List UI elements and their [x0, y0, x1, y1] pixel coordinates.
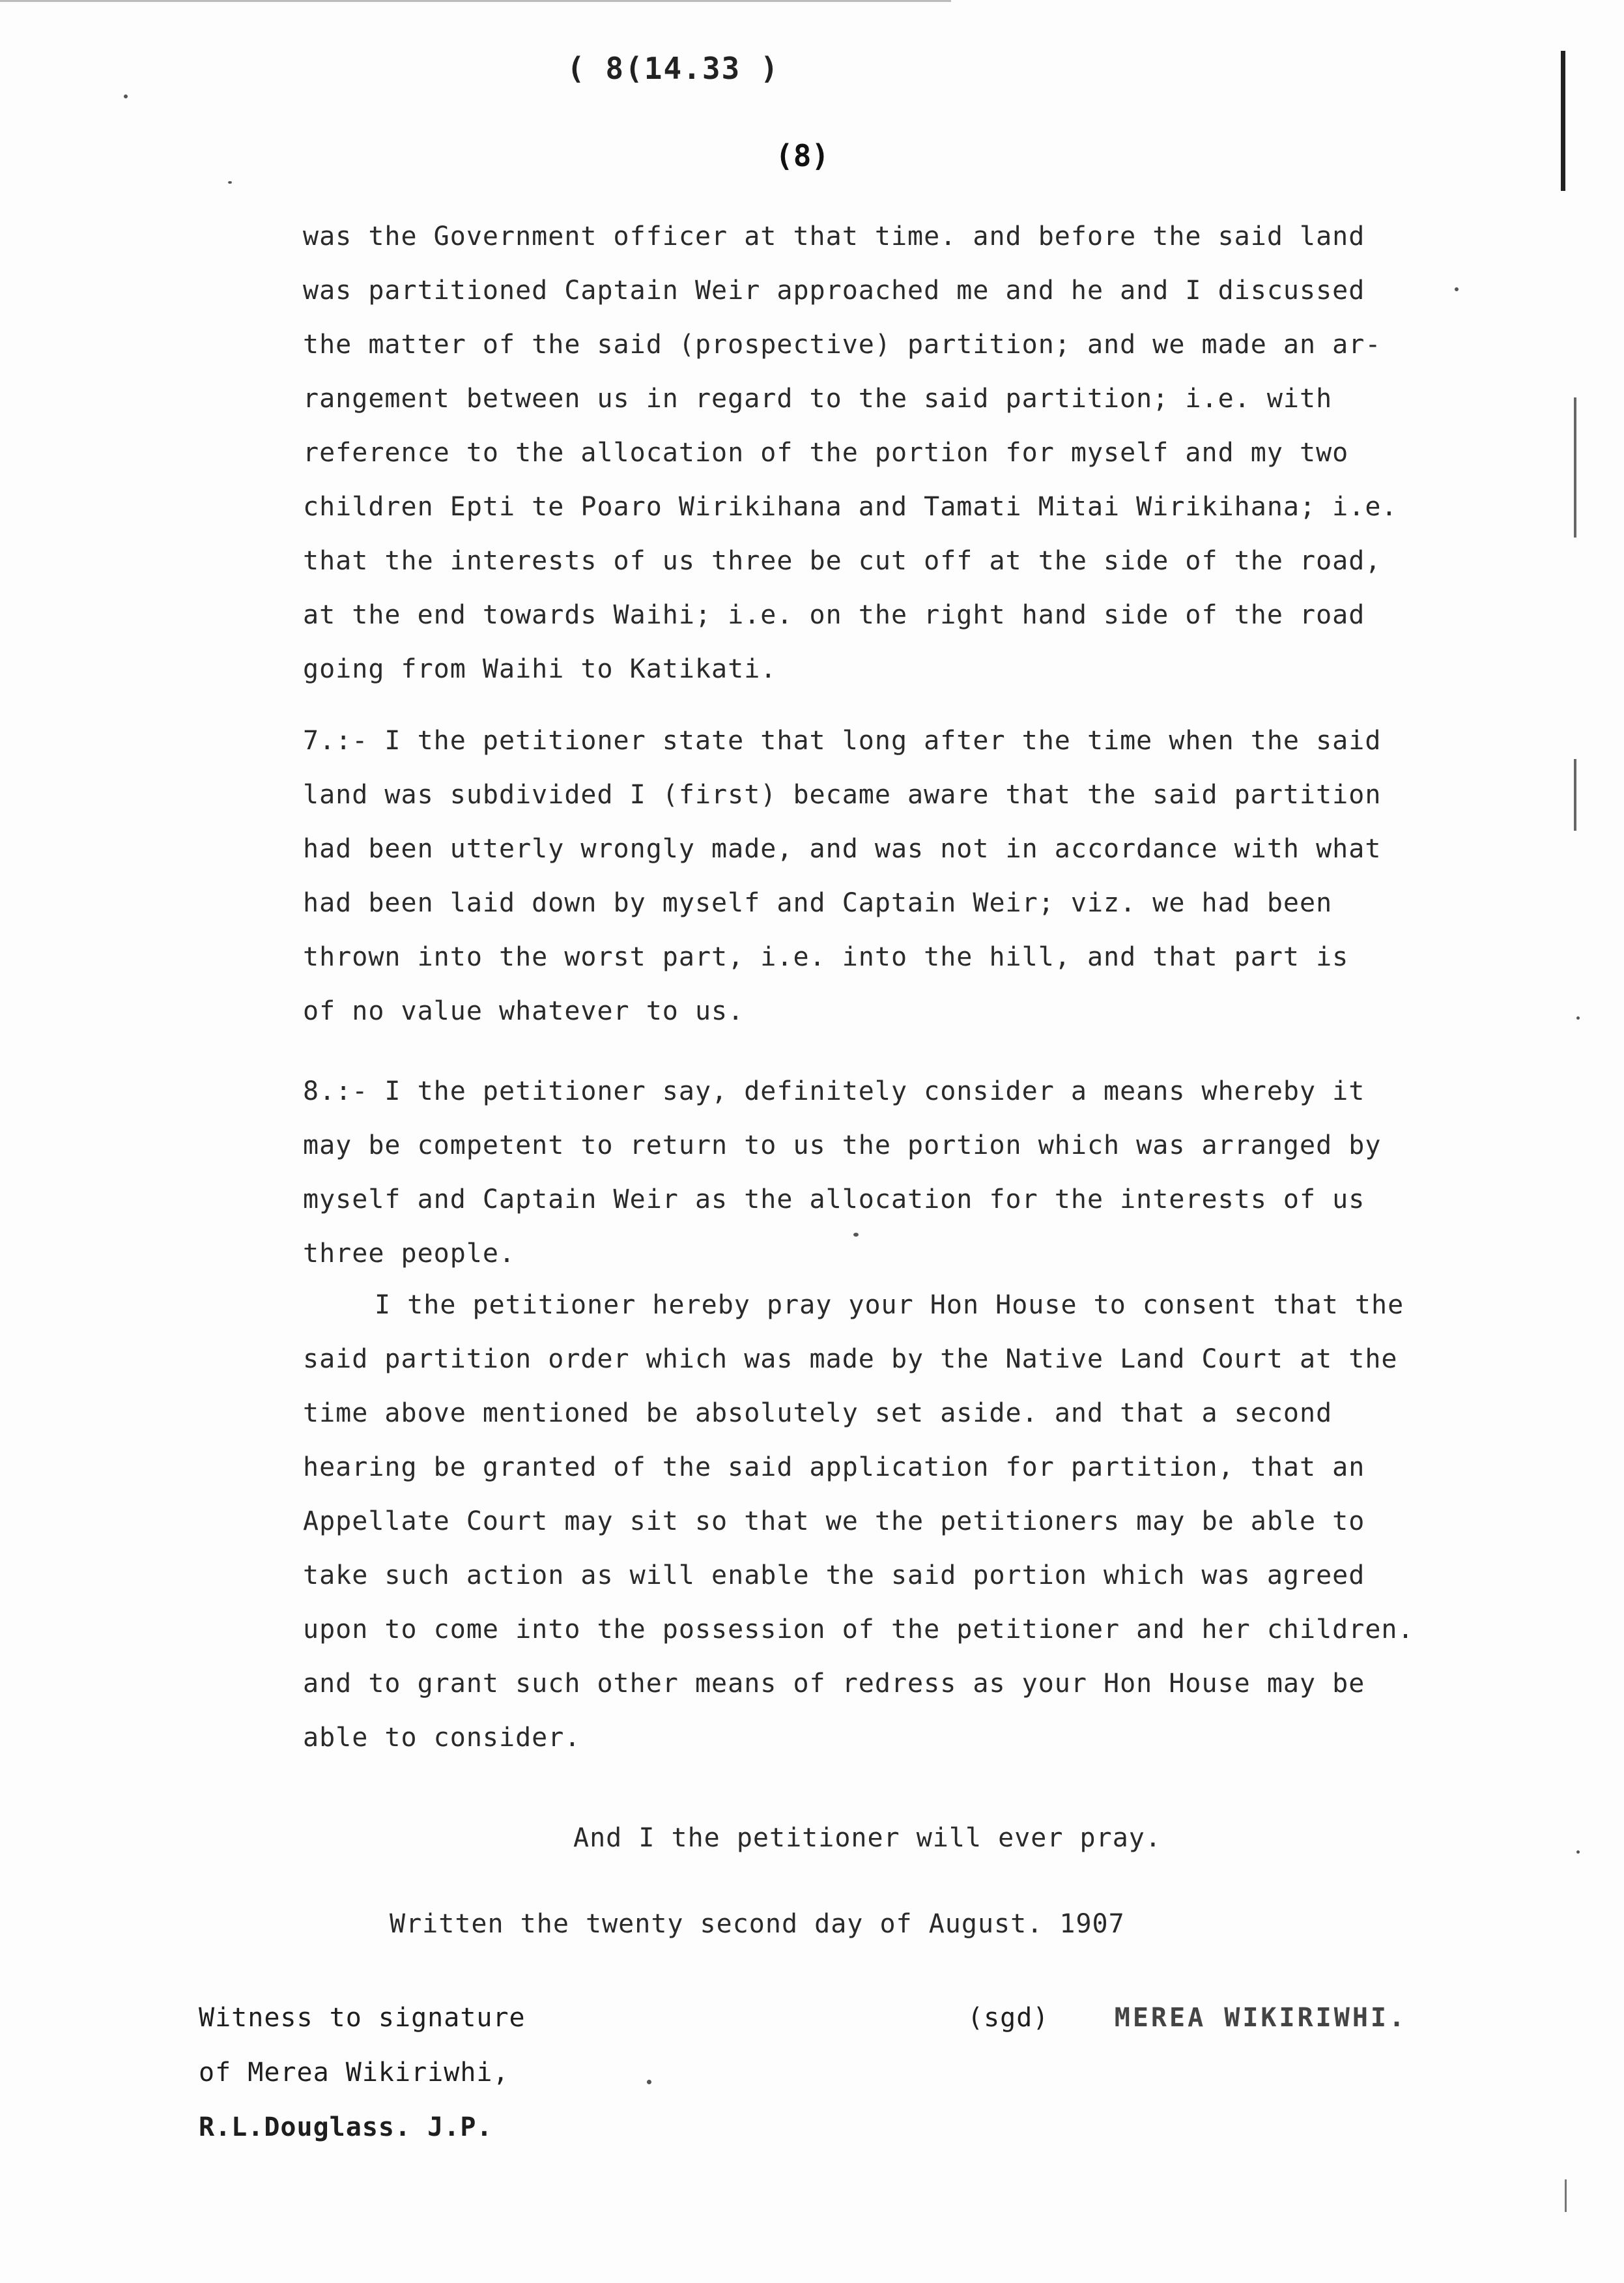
scan-speck	[1576, 1850, 1580, 1854]
text-line: going from Waihi to Katikati.	[303, 654, 777, 684]
text-line: and to grant such other means of redress as your Hon House may be	[303, 1669, 1365, 1699]
margin-mark	[1574, 759, 1576, 831]
scan-speck	[228, 181, 232, 184]
text-line: myself and Captain Weir as the allocation for the interests of us	[303, 1185, 1365, 1214]
text-line: reference to the allocation of the portion for myself and my two	[303, 438, 1349, 468]
text-line: land was subdivided I (first) became aware that the said partition	[303, 780, 1382, 810]
text-line: that the interests of us three be cut off at the side of the road,	[303, 546, 1382, 576]
scan-speck	[1576, 1016, 1580, 1020]
text-line: was the Government officer at that time. and before the said land	[303, 222, 1365, 251]
paragraph-continued	[303, 210, 1475, 696]
text-line: children Epti te Poaro Wirikihana and Tamati Mitai Wirikihana; i.e.	[303, 492, 1398, 522]
signature-prefix: (sgd)	[967, 2003, 1049, 2033]
text-line: may be competent to return to us the portion which was arranged by	[303, 1130, 1382, 1160]
scan-speck	[853, 1233, 859, 1237]
text-line: I the petitioner hereby pray your Hon House to consent that the	[375, 1290, 1404, 1320]
witness-block	[199, 1990, 526, 2155]
text-line: was partitioned Captain Weir approached me and he and I discussed	[303, 276, 1365, 306]
text-line: take such action as will enable the said portion which was agreed	[303, 1560, 1365, 1590]
scan-speck	[124, 94, 128, 98]
text-line: three people.	[303, 1239, 516, 1269]
witness-line-2: of Merea Wikiriwhi,	[199, 2058, 509, 2088]
witness-line-1: Witness to signature	[199, 2003, 526, 2033]
text-line: the matter of the said (prospective) partition; and we made an ar-	[303, 330, 1382, 360]
margin-mark	[1561, 51, 1565, 191]
witness-line-3: R.L.Douglass. J.P.	[199, 2112, 493, 2142]
text-line: 7.:- I the petitioner state that long after the time when the said	[303, 726, 1382, 756]
text-line: able to consider.	[303, 1723, 581, 1753]
scan-speck	[1455, 287, 1459, 291]
margin-mark	[1565, 2179, 1567, 2212]
text-line: time above mentioned be absolutely set aside. and that a second	[303, 1398, 1333, 1428]
text-line: said partition order which was made by the Native Land Court at the	[303, 1344, 1398, 1374]
text-line: had been utterly wrongly made, and was not in accordance with what	[303, 834, 1382, 864]
prayer-paragraph	[303, 1278, 1475, 1765]
text-line: 8.:- I the petitioner say, definitely consider a means whereby it	[303, 1076, 1365, 1106]
scan-edge-line	[0, 0, 951, 2]
page-number: (8)	[775, 138, 830, 173]
paragraph-8	[303, 1065, 1475, 1281]
signature-name: MEREA WIKIRIWHI.	[1114, 2003, 1408, 2033]
paragraph-7	[303, 714, 1475, 1039]
file-reference: ( 8(14.33 )	[567, 51, 780, 86]
text-line: had been laid down by myself and Captain Weir; viz. we had been	[303, 888, 1333, 918]
text-line: upon to come into the possession of the petitioner and her children.	[303, 1615, 1414, 1644]
signature-block	[967, 1990, 1407, 2045]
text-line: Appellate Court may sit so that we the petitioners may be able to	[303, 1506, 1365, 1536]
text-line: thrown into the worst part, i.e. into the hill, and that part is	[303, 942, 1349, 972]
margin-mark	[1574, 397, 1576, 538]
text-line: at the end towards Waihi; i.e. on the right hand side of the road	[303, 600, 1365, 630]
date-written: Written the twenty second day of August. 1907	[390, 1909, 1125, 1939]
closing-prayer: And I the petitioner will ever pray.	[573, 1823, 1161, 1853]
text-line: rangement between us in regard to the said partition; i.e. with	[303, 384, 1333, 414]
text-line: hearing be granted of the said application for partition, that an	[303, 1452, 1365, 1482]
scan-speck	[647, 2080, 651, 2084]
text-line: of no value whatever to us.	[303, 996, 745, 1026]
